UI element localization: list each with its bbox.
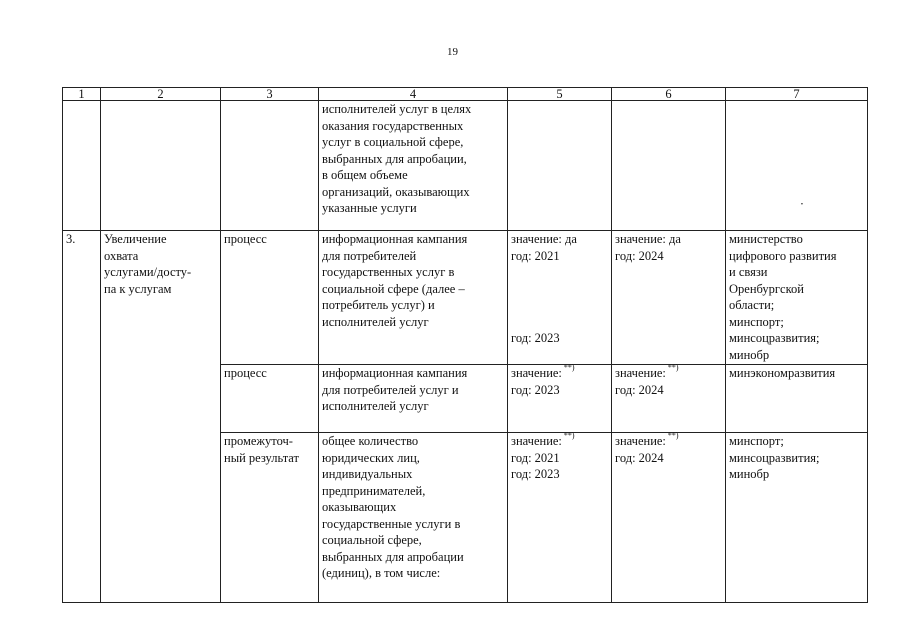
responsible-cell: минспорт; минсоцразвития; минобр — [726, 433, 868, 603]
indicator-cell: исполнителей услуг в целях оказания государственных услуг в социальной сфере, выбранных для апробации, в общем объеме организаций, оказывающих указанные услуги — [319, 101, 508, 231]
responsible-cell: минэкономразвития — [726, 365, 868, 433]
responsible-cell: министерство цифрового развития и связи Оренбургской области; минспорт; минсоцразвития; минобр — [726, 231, 868, 365]
table-row-continuation — [63, 101, 868, 231]
target-cell: значение: да год: 2024 — [612, 231, 726, 365]
indicator-cell: информационная кампания для потребителей государственных услуг в социальной сфере (далее – потребитель услуг) и исполнителей услуг — [319, 231, 508, 365]
document-table — [62, 87, 868, 603]
target-cell: значение: **) год: 2024 — [612, 365, 726, 433]
value-cell: значение: **) год: 2021 год: 2023 — [508, 433, 612, 603]
header-cell: 2 — [101, 88, 221, 101]
indicator-cell: общее количество юридических лиц, индивидуальных предпринимателей, оказывающих государственные услуги в социальной сфере, выбранных для апробации (единиц), в том числе: — [319, 433, 508, 603]
header-cell: 5 — [508, 88, 612, 101]
header-cell: 1 — [63, 88, 101, 101]
value-cell: значение: да год: 2021 год: 2023 — [508, 231, 612, 365]
target-cell: значение: **) год: 2024 — [612, 433, 726, 603]
footnote-mark: **) — [563, 363, 575, 372]
stray-mark: · — [799, 196, 804, 211]
row-name-cell: Увеличение охвата услугами/досту- па к услугам — [101, 231, 221, 603]
footnote-mark: **) — [667, 363, 679, 372]
responsible-cell — [726, 101, 868, 231]
footnote-mark: **) — [563, 431, 575, 440]
row-number-cell: 3. — [63, 231, 101, 603]
table-row-3-process-1 — [63, 231, 868, 365]
indicator-cell: информационная кампания для потребителей услуг и исполнителей услуг — [319, 365, 508, 433]
header-cell: 3 — [221, 88, 319, 101]
header-cell: 7 — [726, 88, 868, 101]
header-cell: 4 — [319, 88, 508, 101]
page-number: 19 — [447, 46, 458, 58]
type-cell: процесс — [221, 365, 319, 433]
type-cell: процесс — [221, 231, 319, 365]
header-cell: 6 — [612, 88, 726, 101]
table-header-row — [63, 88, 868, 101]
footnote-mark: **) — [667, 431, 679, 440]
value-cell: значение: **) год: 2023 — [508, 365, 612, 433]
type-cell: промежуточ- ный результат — [221, 433, 319, 603]
